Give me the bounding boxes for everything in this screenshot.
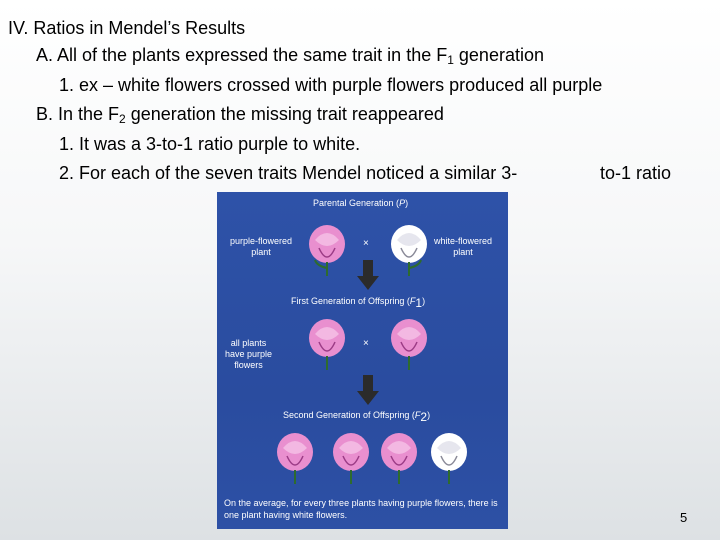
purple-flower-icon	[273, 430, 317, 484]
purple-flower-icon	[305, 222, 349, 276]
bullet-b	[36, 103, 444, 125]
purple-flower-icon	[329, 430, 373, 484]
purple-plant-label: purple-flowered plant	[229, 236, 293, 257]
average-ratio-note: On the average, for every three plants having purple flowers, there is one plant having white flowers.	[224, 498, 498, 520]
bullet-b-text: B. In the F	[36, 104, 120, 124]
all-plants-purple-label: all plants have purple flowers	[224, 338, 273, 370]
purple-flower-icon	[387, 316, 431, 370]
mendel-cross-figure	[217, 192, 508, 529]
white-flower-icon	[427, 430, 471, 484]
white-plant-label: white-flowered plant	[433, 236, 493, 257]
bullet-b2-part1: 2. For each of the seven traits Mendel noticed a similar 3-	[59, 163, 518, 183]
second-generation-label: Second Generation of Offspring $(F_2)$	[283, 410, 431, 424]
bullet-a-subscript: 1	[447, 53, 454, 67]
slide-title: IV. Ratios in Mendel’s Results	[8, 18, 246, 38]
down-arrow-icon	[357, 260, 379, 290]
bullet-a	[36, 44, 544, 66]
purple-flower-icon	[377, 430, 421, 484]
purple-flower-icon	[305, 316, 349, 370]
bullet-b2-part2: to-1 ratio	[600, 163, 672, 183]
bullet-a1: 1. ex – white flowers crossed with purple flowers produced all purple	[59, 75, 603, 95]
white-flower-icon	[387, 222, 431, 276]
bullet-a-text: A. All of the plants expressed the same trait in the F	[36, 45, 448, 65]
bullet-b-subscript: 2	[119, 112, 126, 126]
parental-generation-label: Parental Generation (P)	[313, 198, 409, 208]
cross-symbol: ×	[363, 338, 369, 349]
bullet-b1: 1. It was a 3-to-1 ratio purple to white.	[59, 134, 361, 154]
bullet-a-after: generation	[453, 45, 544, 65]
page-number: 5	[680, 510, 688, 525]
down-arrow-icon	[357, 375, 379, 405]
cross-symbol: ×	[363, 238, 369, 249]
first-generation-label: First Generation of Offspring $(F_1)$	[291, 296, 426, 310]
bullet-b-after: generation the missing trait reappeared	[125, 104, 444, 124]
